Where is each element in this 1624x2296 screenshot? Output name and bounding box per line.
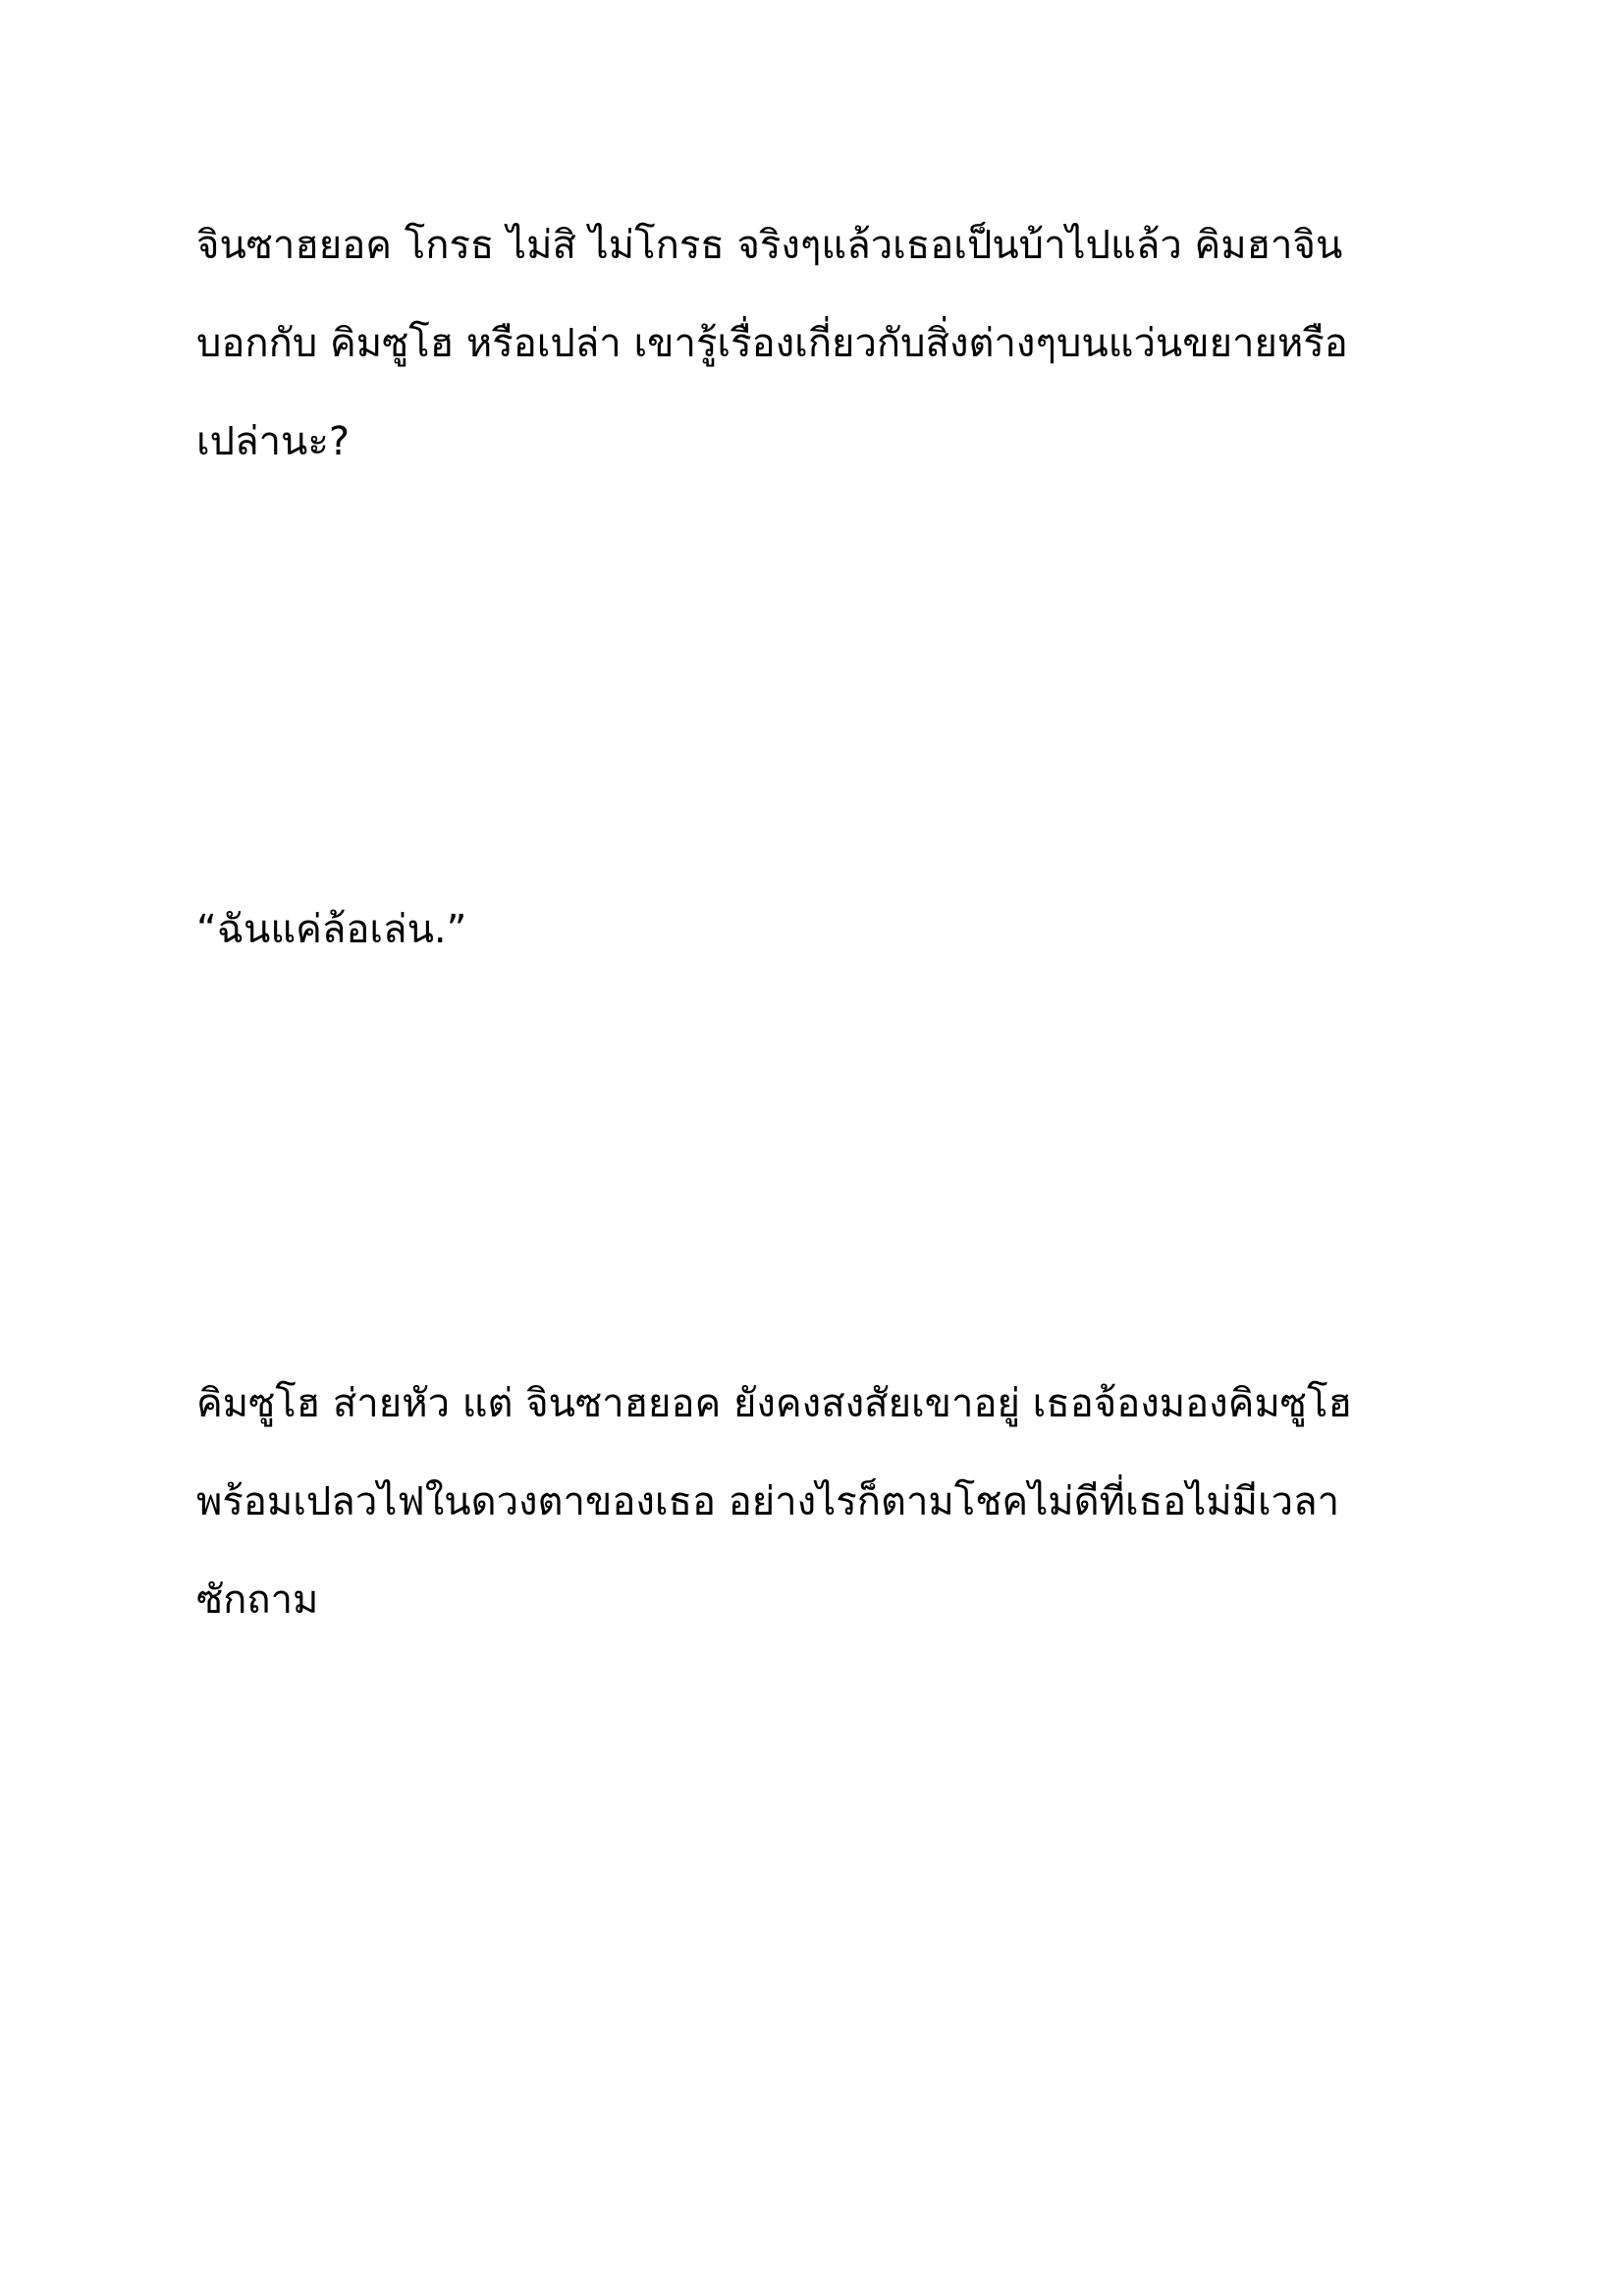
paragraph-line: ซักถาม xyxy=(196,1577,319,1623)
paragraph-line: เปล่านะ? xyxy=(196,419,351,464)
paragraph-line: จินซาฮยอค โกรธ ไม่สิ ไม่โกรธ จริงๆแล้วเธอเป็นบ้าไปแล้ว คิมฮาจิน xyxy=(196,223,1343,268)
paragraph-1 xyxy=(196,196,1463,491)
paragraph-2 xyxy=(196,881,1463,979)
paragraph-line: พร้อมเปลวไฟในดวงตาของเธอ อย่างไรก็ตามโชคไม่ดีที่เธอไม่มีเวลา xyxy=(196,1479,1340,1524)
paragraph-line: “ฉันแค่ล้อเล่น.” xyxy=(196,907,467,952)
paragraph-line: บอกกับ คิมซูโฮ หรือเปล่า เขารู้เรื่องเกี่ยวกับสิ่งต่างๆบนแว่นขยายหรือ xyxy=(196,321,1348,366)
paragraph-3 xyxy=(196,1355,1463,1649)
paragraph-line: คิมซูโฮ ส่ายหัว แต่ จินซาฮยอค ยังคงสงสัยเขาอยู่ เธอจ้องมองคิมซูโฮ xyxy=(196,1381,1352,1426)
